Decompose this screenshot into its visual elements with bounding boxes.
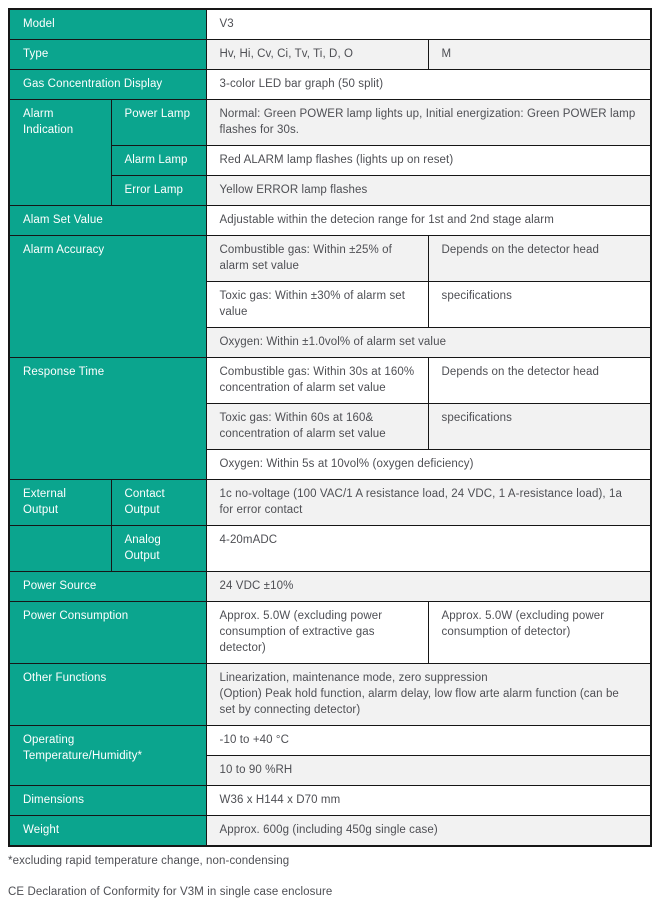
alarm-accuracy-toxic-value: Toxic gas: Within ±30% of alarm set value — [206, 282, 428, 328]
power-lamp-value: Normal: Green POWER lamp lights up, Initial energization: Green POWER lamp flashes for 30s. — [206, 100, 651, 146]
row-power-consumption — [9, 602, 651, 664]
type-extra-value: M — [428, 40, 651, 70]
row-dimensions — [9, 786, 651, 816]
row-gas-display — [9, 70, 651, 100]
operating-humidity-value: 10 to 90 %RH — [206, 756, 651, 786]
footnotes — [8, 854, 650, 900]
alarm-set-value-value: Adjustable within the detecion range for 1st and 2nd stage alarm — [206, 206, 651, 236]
external-output-label: External Output — [9, 480, 111, 526]
row-analog-output — [9, 526, 651, 572]
alarm-lamp-value: Red ALARM lamp flashes (lights up on reset) — [206, 146, 651, 176]
power-consumption-m-type-value: Approx. 5.0W (excluding power consumption of detector) — [428, 602, 651, 664]
alarm-set-value-label: Alam Set Value — [9, 206, 206, 236]
operating-temperature-value: -10 to +40 °C — [206, 726, 651, 756]
response-time-toxic-value: Toxic gas: Within 60s at 160& concentration of alarm set value — [206, 404, 428, 450]
row-model — [9, 9, 651, 40]
type-label: Type — [9, 40, 206, 70]
power-source-value: 24 VDC ±10% — [206, 572, 651, 602]
power-source-label: Power Source — [9, 572, 206, 602]
spec-table — [8, 8, 652, 847]
weight-label: Weight — [9, 816, 206, 847]
dimensions-label: Dimensions — [9, 786, 206, 816]
other-functions-line2: (Option) Peak hold function, alarm delay, low flow arte alarm function (can be set by connecting detector) — [219, 688, 619, 716]
contact-output-value: 1c no-voltage (100 VAC/1 A resistance load, 24 VDC, 1 A-resistance load), 1a for error contact — [206, 480, 651, 526]
row-response-time-combustible — [9, 358, 651, 404]
power-consumption-standard-value: Approx. 5.0W (excluding power consumption of extractive gas detector) — [206, 602, 428, 664]
footnote-temperature-note: *excluding rapid temperature change, non-condensing — [8, 855, 290, 867]
response-time-label: Response Time — [9, 358, 206, 480]
error-lamp-label: Error Lamp — [111, 176, 206, 206]
analog-output-label: Analog Output — [111, 526, 206, 572]
model-label: Model — [9, 9, 206, 40]
error-lamp-value: Yellow ERROR lamp flashes — [206, 176, 651, 206]
response-time-note-line1: Depends on the detector head — [428, 358, 651, 404]
alarm-accuracy-note-line2: specifications — [428, 282, 651, 328]
row-weight — [9, 816, 651, 847]
external-output-spacer-cell — [9, 526, 111, 572]
row-alarm-set-value — [9, 206, 651, 236]
alarm-accuracy-note-line1: Depends on the detector head — [428, 236, 651, 282]
weight-value: Approx. 600g (including 450g single case) — [206, 816, 651, 847]
alarm-accuracy-label: Alarm Accuracy — [9, 236, 206, 358]
alarm-accuracy-oxygen-value: Oxygen: Within ±1.0vol% of alarm set value — [206, 328, 651, 358]
row-other-functions — [9, 664, 651, 726]
response-time-note-line2: specifications — [428, 404, 651, 450]
gas-display-value: 3-color LED bar graph (50 split) — [206, 70, 651, 100]
type-models-value: Hv, Hi, Cv, Ci, Tv, Ti, D, O — [206, 40, 428, 70]
dimensions-value: W36 x H144 x D70 mm — [206, 786, 651, 816]
row-contact-output — [9, 480, 651, 526]
other-functions-line1: Linearization, maintenance mode, zero suppression — [219, 672, 488, 684]
analog-output-value: 4-20mADC — [206, 526, 651, 572]
row-power-lamp — [9, 100, 651, 146]
row-alarm-accuracy-combustible — [9, 236, 651, 282]
response-time-combustible-value: Combustible gas: Within 30s at 160% concentration of alarm set value — [206, 358, 428, 404]
other-functions-label: Other Functions — [9, 664, 206, 726]
contact-output-label: Contact Output — [111, 480, 206, 526]
response-time-oxygen-value: Oxygen: Within 5s at 10vol% (oxygen deficiency) — [206, 450, 651, 480]
other-functions-value — [206, 664, 651, 726]
alarm-lamp-label: Alarm Lamp — [111, 146, 206, 176]
row-operating-temperature — [9, 726, 651, 756]
gas-display-label: Gas Concentration Display — [9, 70, 206, 100]
row-type — [9, 40, 651, 70]
alarm-accuracy-combustible-value: Combustible gas: Within ±25% of alarm set value — [206, 236, 428, 282]
operating-temp-humidity-label: Operating Temperature/Humidity* — [9, 726, 206, 786]
alarm-indication-label: Alarm Indication — [9, 100, 111, 206]
power-consumption-label: Power Consumption — [9, 602, 206, 664]
model-value: V3 — [206, 9, 651, 40]
row-power-source — [9, 572, 651, 602]
power-lamp-label: Power Lamp — [111, 100, 206, 146]
footnote-ce-declaration: CE Declaration of Conformity for V3M in single case enclosure — [8, 886, 333, 898]
